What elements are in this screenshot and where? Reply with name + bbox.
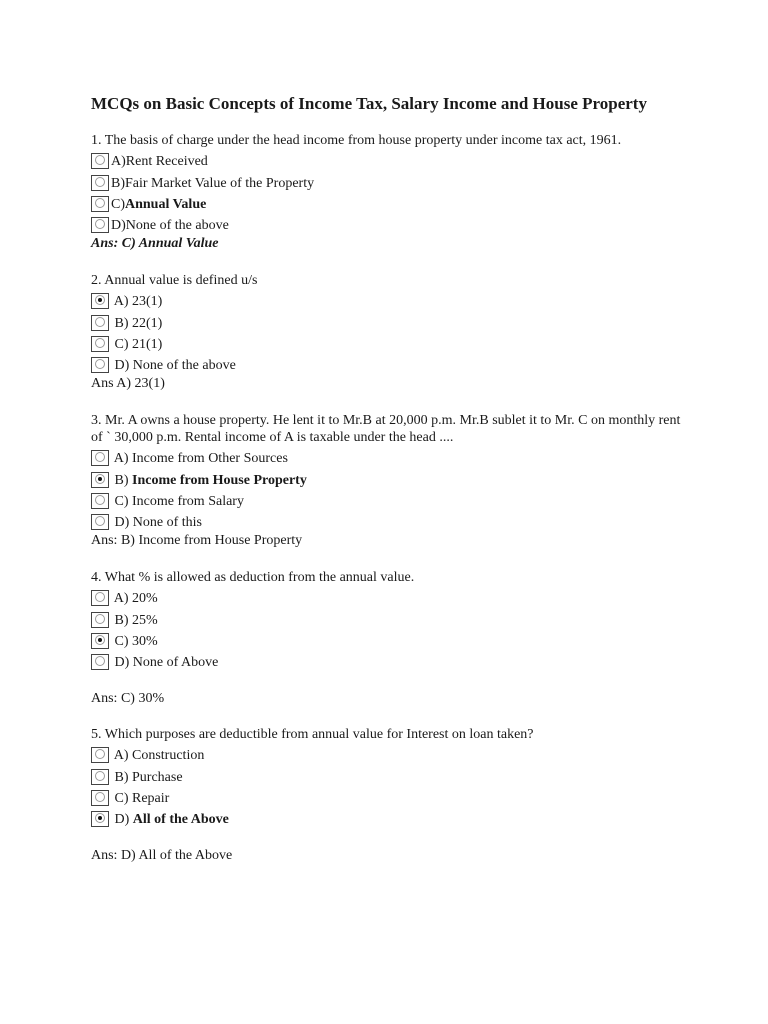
- option-prefix: D): [111, 515, 133, 531]
- radio-button[interactable]: [91, 590, 109, 606]
- option-label: None of this: [132, 515, 202, 531]
- option-prefix: A): [111, 154, 126, 170]
- option-c[interactable]: [91, 786, 681, 807]
- option-prefix: B): [111, 315, 132, 331]
- option-prefix: C): [111, 633, 132, 649]
- option-label: 20%: [132, 591, 158, 607]
- option-a[interactable]: [91, 446, 681, 467]
- radio-button[interactable]: [91, 153, 109, 169]
- page-title: MCQs on Basic Concepts of Income Tax, Salary Income and House Property: [91, 94, 647, 113]
- option-prefix: C): [111, 493, 132, 509]
- radio-button-checked[interactable]: [91, 633, 109, 649]
- option-label: Rent Received: [125, 154, 208, 170]
- question-text: 2. Annual value is defined u/s: [91, 273, 258, 288]
- option-c[interactable]: [91, 489, 681, 510]
- option-c[interactable]: [91, 332, 681, 353]
- option-b[interactable]: [91, 310, 681, 331]
- radio-button[interactable]: [91, 336, 109, 352]
- option-label: 21(1): [132, 336, 163, 352]
- radio-button[interactable]: [91, 747, 109, 763]
- option-label: Income from House Property: [132, 472, 307, 488]
- option-prefix: B): [111, 612, 132, 628]
- option-prefix: D): [111, 218, 126, 234]
- option-label: 25%: [132, 612, 158, 628]
- option-label: Repair: [132, 790, 170, 806]
- option-label: 30%: [132, 633, 158, 649]
- question-1: [91, 132, 681, 252]
- radio-button-checked[interactable]: [91, 293, 109, 309]
- option-label: 23(1): [132, 294, 163, 310]
- radio-button[interactable]: [91, 612, 109, 628]
- radio-button[interactable]: [91, 493, 109, 509]
- option-label: Construction: [132, 748, 205, 764]
- option-prefix: A): [111, 451, 132, 467]
- option-b[interactable]: [91, 764, 681, 785]
- question-2: [91, 272, 681, 392]
- option-a[interactable]: [91, 149, 681, 170]
- question-text: 4. What % is allowed as deduction from the annual value.: [91, 570, 415, 585]
- option-prefix: D): [111, 358, 133, 374]
- question-text: 5. Which purposes are deductible from annual value for Interest on loan taken?: [91, 727, 534, 742]
- radio-button[interactable]: [91, 315, 109, 331]
- option-a[interactable]: [91, 743, 681, 764]
- radio-button[interactable]: [91, 790, 109, 806]
- radio-button[interactable]: [91, 175, 109, 191]
- option-prefix: B): [111, 769, 132, 785]
- option-d[interactable]: [91, 510, 681, 531]
- option-prefix: C): [111, 336, 132, 352]
- answer-text: Ans: B) Income from House Property: [91, 533, 303, 549]
- option-label: Annual Value: [125, 196, 207, 212]
- radio-button[interactable]: [91, 217, 109, 233]
- option-prefix: A): [111, 748, 132, 764]
- option-prefix: D): [111, 812, 133, 828]
- radio-button[interactable]: [91, 769, 109, 785]
- option-label: None of the above: [125, 218, 229, 234]
- option-d[interactable]: [91, 650, 681, 671]
- answer-text: Ans: C) Annual Value: [91, 236, 219, 252]
- option-c[interactable]: [91, 192, 681, 213]
- option-d[interactable]: [91, 213, 681, 234]
- option-label: None of the above: [132, 358, 236, 374]
- option-b[interactable]: [91, 467, 681, 488]
- option-b[interactable]: [91, 607, 681, 628]
- option-c[interactable]: [91, 629, 681, 650]
- option-a[interactable]: [91, 586, 681, 607]
- option-label: None of Above: [132, 655, 219, 671]
- option-label: Purchase: [132, 769, 183, 785]
- answer-text: Ans: C) 30%: [91, 691, 165, 707]
- option-prefix: A): [111, 591, 132, 607]
- option-prefix: C): [111, 196, 125, 212]
- answer-text: Ans: D) All of the Above: [91, 848, 233, 864]
- option-prefix: B): [111, 175, 125, 191]
- option-prefix: D): [111, 655, 133, 671]
- question-text: 1. The basis of charge under the head income from house property under income tax act, 1961.: [91, 133, 622, 148]
- option-prefix: B): [111, 472, 132, 488]
- radio-button[interactable]: [91, 450, 109, 466]
- option-label: Income from Other Sources: [132, 451, 288, 467]
- question-text: 3. Mr. A owns a house property. He lent it to Mr.B at 20,000 p.m. Mr.B sublet it to Mr. C on monthly rent of ` 30,000 p.m. Rental income of A is taxable under the head ....: [91, 413, 681, 445]
- radio-button[interactable]: [91, 357, 109, 373]
- option-label: Fair Market Value of the Property: [125, 175, 315, 191]
- option-a[interactable]: [91, 289, 681, 310]
- question-3: [91, 412, 681, 549]
- option-label: Income from Salary: [132, 493, 244, 509]
- option-d[interactable]: [91, 807, 681, 828]
- option-label: 22(1): [132, 315, 163, 331]
- question-4: [91, 569, 681, 707]
- radio-button-checked[interactable]: [91, 472, 109, 488]
- radio-button[interactable]: [91, 196, 109, 212]
- option-d[interactable]: [91, 353, 681, 374]
- question-5: [91, 726, 681, 864]
- radio-button[interactable]: [91, 514, 109, 530]
- option-prefix: A): [111, 294, 132, 310]
- option-label: All of the Above: [132, 812, 229, 828]
- radio-button[interactable]: [91, 654, 109, 670]
- answer-text: Ans A) 23(1): [91, 376, 165, 392]
- option-prefix: C): [111, 790, 132, 806]
- option-b[interactable]: [91, 170, 681, 191]
- radio-button-checked[interactable]: [91, 811, 109, 827]
